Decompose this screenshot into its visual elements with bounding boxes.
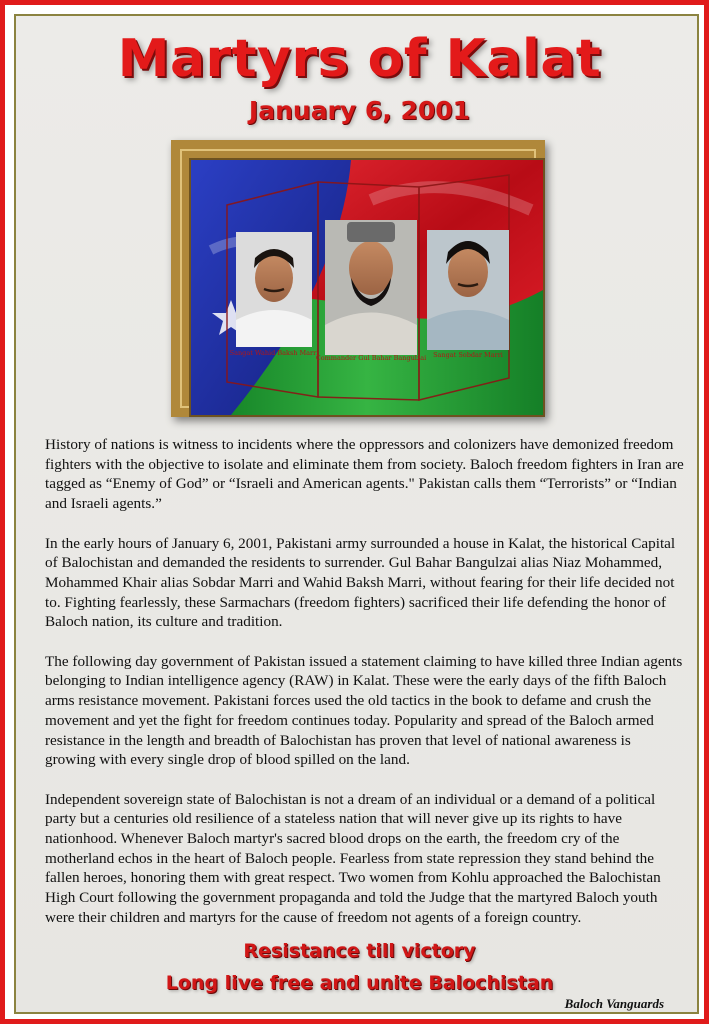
- paragraph-3: The following day government of Pakistan issued a statement claiming to have killed three Indian agents belonging to Indian intelligence agency (RAW) in Kalat. These were the early days of the fifth Baloch arms resistance movement. Pakistani forces used the old tactics in the book to defame and crush the movement and yet the fight for freedom continues today. Popularity and spread of the Baloch armed resistance in the length and breadth of Balochistan has proven that level of national awareness is growing with every single drop of blood spilled on the land.: [45, 652, 683, 769]
- slogan-resistance: Resistance till victory: [243, 940, 476, 962]
- caption-3: Sangat Sobdar Marri: [433, 351, 503, 359]
- slogan-long-live: Long live free and unite Balochistan: [165, 972, 554, 994]
- balochistan-flag-background: [189, 158, 545, 417]
- caption-2: Commander Gul Bahar Bangulzai: [315, 354, 427, 362]
- photo-montage: [191, 160, 543, 415]
- paragraph-2: In the early hours of January 6, 2001, Pakistani army surrounded a house in Kalat, the historical Capital of Balochistan and demanded the residents to surrender. Gul Bahar Bangulzai alias Niaz Mohammed, Mohammed Khair alias Sobdar Marri and Wahid Baksh Marri, without fearing for their life decided not to. Fighting fearlessly, these Sarmachars (freedom fighters) sacrificed their life defending the honor of Baloch nation, its culture and tradition.: [45, 534, 676, 631]
- caption-1: Sangat Wahid Baksh Marri: [229, 349, 319, 357]
- page-title: Martyrs of Kalat: [117, 29, 602, 89]
- paragraph-4: Independent sovereign state of Balochistan is not a dream of an individual or a demand of a political party but a centuries old resilience of a stateless nation that will never give up its rights to have nationhood. Whenever Baloch martyr's sacred blood drops on the earth, the freedom cry of the motherland echos in the heart of Baloch people. Fearless from state repression they stand behind the fallen heroes, honoring them with great respect. Two women from Kohlu approached the Balochistan High Court following the government propaganda and told the Judge that the martyred Baloch youth were their children and martyrs for the cause of freedom not agents of a foreign country.: [45, 790, 661, 926]
- signature: Baloch Vanguards: [564, 996, 664, 1011]
- martyr-portrait-3: [427, 230, 509, 350]
- event-date: January 6, 2001: [248, 96, 471, 125]
- martyr-portrait-1: [236, 232, 312, 347]
- article-body: [45, 435, 685, 947]
- martyr-portrait-2: [325, 220, 417, 355]
- photo-frame: [171, 140, 545, 417]
- paragraph-1: History of nations is witness to incidents where the oppressors and colonizers have demonized freedom fighters with the objective to isolate and eliminate them from society. Baloch freedom fighters in Iran are tagged as “Enemy of God” or “Israeli and American agents." Pakistan calls them “Terrorists” or “Indian and Israeli agents.”: [45, 436, 684, 513]
